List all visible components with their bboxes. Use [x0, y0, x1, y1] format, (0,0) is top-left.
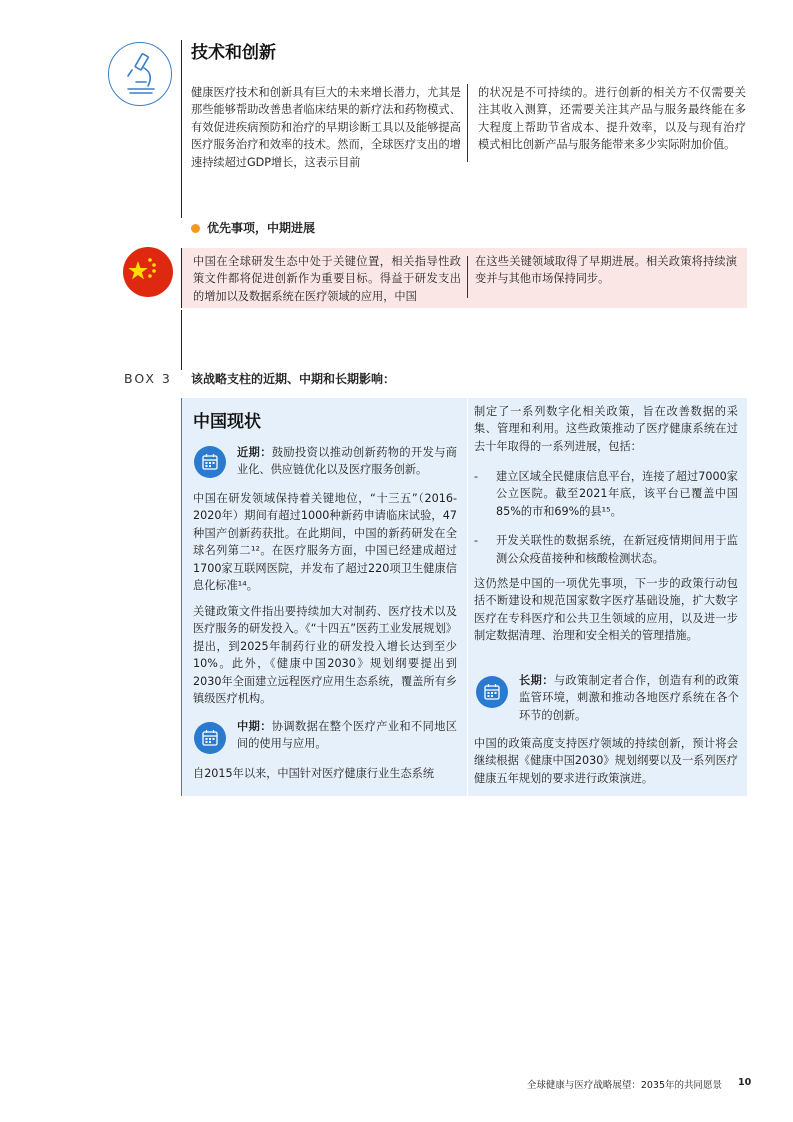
near-term-body: 鼓励投资以推动创新药物的开发与商业化、供应链优化以及医疗服务创新。 [237, 446, 457, 477]
microscope-icon [108, 42, 172, 106]
long-term-text [519, 672, 739, 724]
box-paragraph-6: 中国的政策高度支持医疗领域的持续创新，预计将会继续根据《健康中国2030》规划纲要以及一系列医疗健康五年规划的要求进行政策演进。 [474, 737, 738, 785]
priority-dot [191, 224, 200, 233]
column-divider [467, 84, 468, 162]
box-heading: 该战略支柱的近期、中期和长期影响： [191, 372, 396, 386]
mid-term-text [237, 718, 457, 753]
china-flag-icon [123, 247, 173, 297]
near-term-lead: 近期： [237, 446, 272, 459]
priority-col-2: 在这些关键领域取得了早期进展。相关政策将持续演变并与其他市场保持同步。 [475, 255, 737, 286]
page-number: 10 [738, 1077, 752, 1088]
mid-term-body: 协调数据在整个医疗产业和不同地区间的使用与应用。 [237, 720, 457, 751]
calendar-icon [476, 676, 508, 708]
vertical-rule-top [181, 40, 182, 218]
priority-divider [467, 256, 468, 298]
vertical-rule-middle [181, 310, 182, 370]
section-col-1: 健康医疗技术和创新具有巨大的未来增长潜力，尤其是那些能够帮助改善患者临床结果的新疗法和药物模式、有效促进疾病预防和治疗的早期诊断工具以及能够提高医疗服务治疗和效率的技术。然而，全球医疗支出的增速持续超过GDP增长，这表示目前 [191, 86, 461, 169]
section-title: 技术和创新 [191, 43, 276, 63]
near-term-text [237, 444, 457, 479]
box-bullet-list [474, 468, 738, 579]
box-panel [181, 398, 747, 796]
box-paragraph-1: 中国在研发领域保持着关键地位，“十三五”（2016-2020年）期间有超过1000种新药申请临床试验，47种国产创新药获批。在此期间，中国的新药研发在全球名列第二¹²。在医疗服务方面，中国已经建成超过1700家互联网医院，并发布了超过220项卫生健康信息化标准¹⁴。 [193, 492, 457, 593]
box-paragraph-4: 制定了一系列数字化相关政策，旨在改善数据的采集、管理和利用。这些政策推动了医疗健康系统在过去十年取得的一系列进展，包括： [474, 405, 738, 453]
priority-label: 优先事项，中期进展 [207, 221, 316, 235]
calendar-icon [194, 446, 226, 478]
section-col-2: 的状况是不可持续的。进行创新的相关方不仅需要关注其收入测算，还需要关注其产品与服务最终能在多大程度上帮助节省成本、提升效率，以及与现有治疗模式相比创新产品与服务能带来多少实际附加价值。 [478, 86, 746, 152]
priority-col-1: 中国在全球研发生态中处于关键位置，相关指导性政策文件都将促进创新作为重要目标。得益于研发支出的增加以及数据系统在医疗领域的应用，中国 [193, 255, 461, 303]
list-item: - 开发关联性的数据系统，在新冠疫情期间用于监测公众疫苗接种和核酸检测状态。 [474, 534, 738, 565]
box-paragraph-3: 自2015年以来，中国针对医疗健康行业生态系统 [193, 767, 435, 780]
box-paragraph-5: 这仍然是中国的一项优先事项，下一步的政策行动包括不断建设和规范国家数字医疗基础设施，扩大数字医疗在专科医疗和公共卫生领域的应用，以及进一步制定数据清理、治理和安全相关的管理措施。 [474, 577, 738, 643]
mid-term-lead: 中期： [237, 720, 272, 733]
box-tag: BOX 3 [124, 371, 172, 386]
footer-title: 全球健康与医疗战略展望：2035年的共同愿景 [526, 1080, 722, 1091]
box-paragraph-2: 关键政策文件指出要持续加大对制药、医疗技术以及医疗服务的研发投入。《“十四五”医药工业发展规划》提出，到2025年制药行业的研发投入增长达到至少10%。此外，《健康中国2030》规划纲要提出到2030年全面建立远程医疗应用生态系统，覆盖所有乡镇级医疗机构。 [193, 605, 457, 706]
box-title: 中国现状 [193, 412, 261, 432]
calendar-icon [194, 722, 226, 754]
list-item: - 建立区域全民健康信息平台，连接了超过7000家公立医院。截至2021年底，该平台已覆盖中国85%的市和69%的县¹⁵。 [474, 470, 738, 518]
box-column-divider [467, 398, 468, 796]
priority-box [181, 248, 747, 308]
long-term-lead: 长期： [519, 674, 554, 687]
long-term-body: 与政策制定者合作，创造有利的政策监管环境，刺激和推动各地医疗系统在各个环节的创新。 [519, 674, 739, 722]
